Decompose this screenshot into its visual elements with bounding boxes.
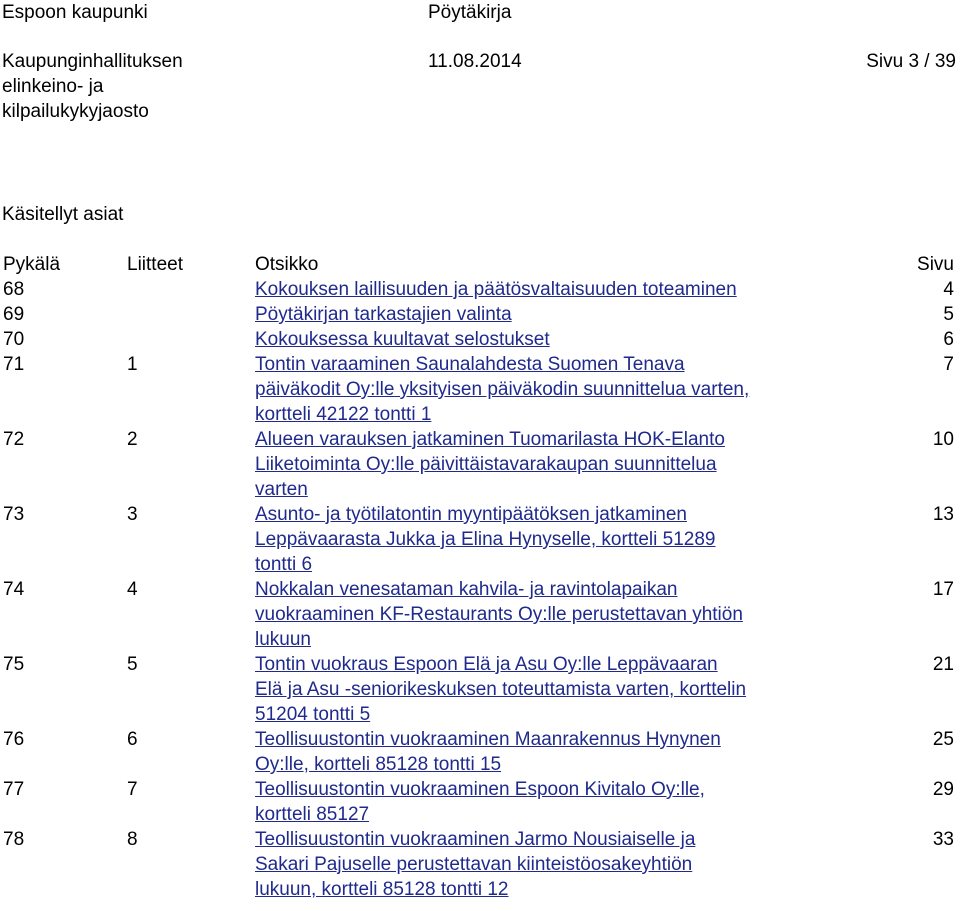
item-title [255,577,835,652]
item-title-link[interactable]: Liiketoiminta Oy:lle päivittäistavarakaupan suunnittelua [255,454,717,475]
item-title-link[interactable]: Kokouksen laillisuuden ja päätösvaltaisuuden toteaminen [255,279,737,300]
item-title-link[interactable]: 51204 tontti 5 [255,704,371,725]
item-attachments: 1 [127,354,138,375]
item-number: 68 [3,279,25,300]
item-title-link[interactable]: lukuun, kortteli 85128 tontti 12 [255,879,509,900]
item-number: 77 [3,779,25,800]
table-row [0,502,960,577]
table-row [0,277,960,302]
item-page: 10 [932,429,954,450]
column-header-page: Sivu [917,254,954,275]
table-row [0,577,960,652]
table-row [0,327,960,352]
item-attachments: 8 [127,829,138,850]
agenda-rows [0,277,960,902]
column-header-number: Pykälä [3,254,61,275]
item-number: 78 [3,829,25,850]
item-page: 21 [932,654,954,675]
item-page: 25 [932,729,954,750]
item-title [255,652,835,727]
item-title-link[interactable]: kortteli 85127 [255,804,370,825]
committee-name-line2: elinkeino- ja [2,76,104,97]
section-title: Käsitellyt asiat [2,204,124,225]
item-attachments: 5 [127,654,138,675]
org-name: Espoon kaupunki [2,2,148,23]
item-number: 69 [3,304,25,325]
item-title-link[interactable]: Oy:lle, kortteli 85128 tontti 15 [255,754,502,775]
item-number: 71 [3,354,25,375]
item-title-link[interactable]: Elä ja Asu -seniorikeskuksen toteuttamista varten, korttelin [255,679,747,700]
item-title-link[interactable]: tontti 6 [255,554,313,575]
item-title-link[interactable]: päiväkodit Oy:lle yksityisen päiväkodin suunnittelua varten, [255,379,750,400]
item-title [255,827,835,902]
table-row [0,777,960,827]
item-title-link[interactable]: kortteli 42122 tontti 1 [255,404,432,425]
item-page: 33 [932,829,954,850]
item-page: 6 [943,329,954,350]
item-page: 7 [943,354,954,375]
item-attachments: 6 [127,729,138,750]
item-page: 5 [943,304,954,325]
committee-name-line3: kilpailukykyjaosto [2,101,149,122]
table-row [0,352,960,427]
item-attachments: 7 [127,779,138,800]
item-title [255,277,835,302]
item-title [255,502,835,577]
item-title-link[interactable]: Teollisuustontin vuokraaminen Jarmo Nousiaiselle ja [255,829,696,850]
item-attachments: 2 [127,429,138,450]
item-title-link[interactable]: Kokouksessa kuultavat selostukset [255,329,550,350]
item-title-link[interactable]: Asunto- ja työtilatontin myyntipäätöksen jatkaminen [255,504,687,525]
item-title-link[interactable]: Alueen varauksen jatkaminen Tuomarilasta HOK-Elanto [255,429,725,450]
table-row [0,727,960,777]
agenda-table [0,252,960,902]
item-number: 73 [3,504,25,525]
item-title-link[interactable]: vuokraaminen KF-Restaurants Oy:lle perustettavan yhtiön [255,604,743,625]
table-row [0,302,960,327]
item-number: 72 [3,429,25,450]
item-title [255,727,835,777]
item-title-link[interactable]: Sakari Pajuselle perustettavan kiinteistöosakeyhtiön [255,854,693,875]
item-title-link[interactable]: lukuun [255,629,311,650]
column-header-attachments: Liitteet [127,254,183,275]
item-title-link[interactable]: Tontin vuokraus Espoon Elä ja Asu Oy:lle Leppävaaran [255,654,718,675]
item-title [255,327,835,352]
item-number: 74 [3,579,25,600]
item-title [255,777,835,827]
table-row [0,652,960,727]
item-page: 13 [932,504,954,525]
document-type: Pöytäkirja [428,2,512,23]
table-header-row [0,252,960,277]
page-indicator: Sivu 3 / 39 [866,51,956,72]
item-title [255,427,835,502]
item-title-link[interactable]: Teollisuustontin vuokraaminen Maanrakennus Hynynen [255,729,721,750]
column-header-title: Otsikko [255,254,319,275]
meeting-date: 11.08.2014 [428,51,522,72]
item-title-link[interactable]: Tontin varaaminen Saunalahdesta Suomen Tenava [255,354,685,375]
item-title-link[interactable]: varten [255,479,308,500]
item-title-link[interactable]: Leppävaarasta Jukka ja Elina Hynyselle, kortteli 51289 [255,529,716,550]
item-title-link[interactable]: Teollisuustontin vuokraaminen Espoon Kivitalo Oy:lle, [255,779,705,800]
item-number: 70 [3,329,25,350]
item-title-link[interactable]: Nokkalan venesataman kahvila- ja ravintolapaikan [255,579,678,600]
item-page: 17 [932,579,954,600]
committee-name-line1: Kaupunginhallituksen [2,51,183,72]
item-page: 4 [943,279,954,300]
item-title-link[interactable]: Pöytäkirjan tarkastajien valinta [255,304,512,325]
item-attachments: 4 [127,579,138,600]
item-page: 29 [932,779,954,800]
table-row [0,827,960,902]
item-attachments: 3 [127,504,138,525]
item-title [255,302,835,327]
item-title [255,352,835,427]
table-row [0,427,960,502]
item-number: 75 [3,654,25,675]
item-number: 76 [3,729,25,750]
